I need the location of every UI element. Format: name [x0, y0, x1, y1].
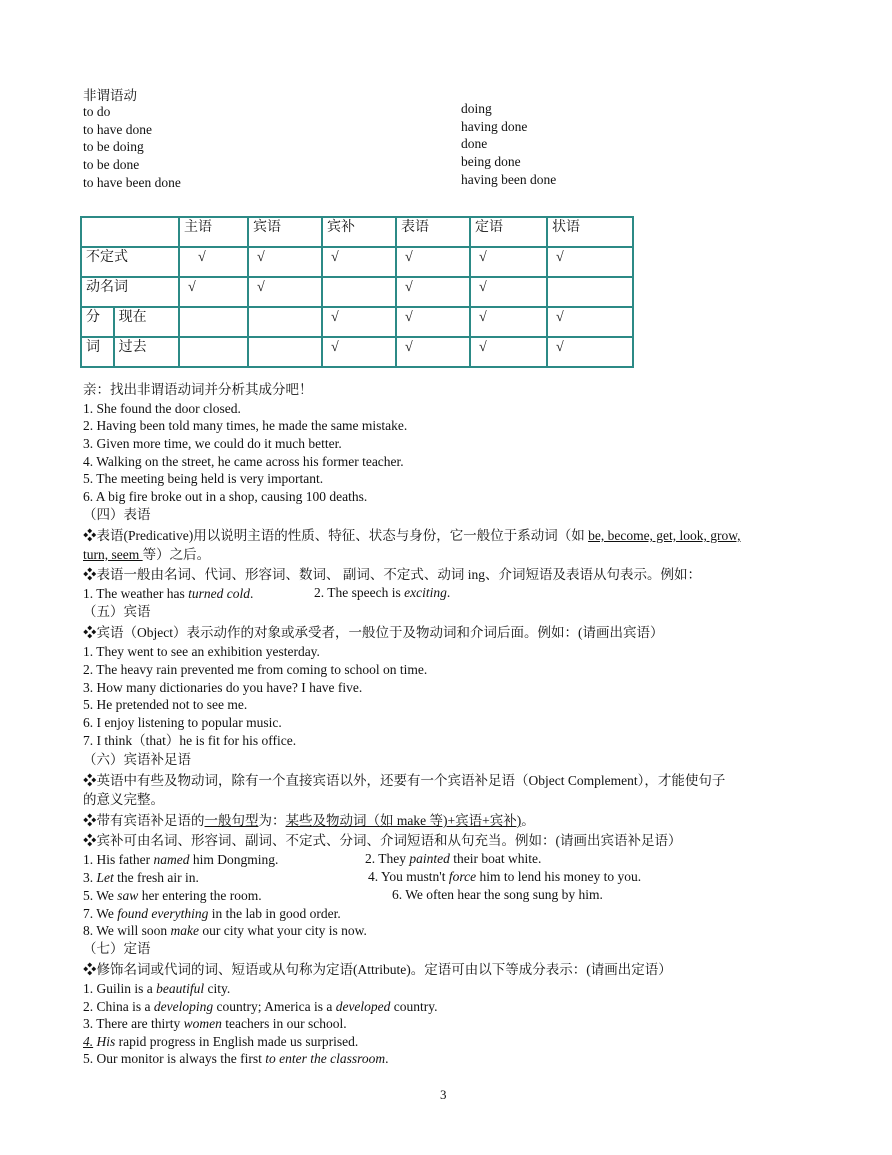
- paragraph: ❖英语中有些及物动词，除有一个直接宾语以外，还要有一个宾语补足语（Object Complement），才能使句子: [83, 773, 726, 788]
- text: our city what your city is now.: [199, 923, 367, 938]
- underlined-text: be, become, get, look, grow,: [588, 528, 741, 543]
- section-title: （五）宾语: [83, 604, 151, 619]
- right-form: having been done: [461, 172, 557, 187]
- text: 2. The speech is: [314, 585, 405, 600]
- example-sentence: [83, 980, 230, 997]
- example-sentence: [83, 851, 278, 868]
- table-cell: [179, 337, 248, 367]
- table-cell: [322, 277, 396, 307]
- paragraph: [83, 527, 741, 544]
- italic-text: to enter the classroom: [265, 1051, 386, 1066]
- right-form: done: [461, 136, 488, 151]
- right-form: doing: [461, 101, 492, 116]
- table-cell: √: [547, 247, 633, 277]
- group-label-top: 分: [81, 307, 114, 337]
- group-label-bottom: 词: [81, 337, 114, 367]
- paragraph: ❖表语一般由名词、代词、形容词、数词、 副词、不定式、动词 ing、介词短语及表语从句表示。例如：: [83, 567, 701, 582]
- text: 等）之后。: [142, 547, 211, 562]
- right-form: being done: [461, 154, 521, 169]
- italic-text: force: [448, 869, 477, 884]
- section-heading: 非谓语动: [83, 88, 137, 103]
- underlined-text: turn, seem: [83, 547, 143, 562]
- row-label: 现在: [114, 307, 179, 337]
- example-sentence: 5. He pretended not to see me.: [83, 697, 248, 712]
- underlined-text: 一般句型: [204, 813, 259, 828]
- example-sentence: 7. I think（that）he is fit for his office.: [83, 733, 297, 748]
- example-sentence: [83, 905, 341, 922]
- italic-text: found everything: [117, 906, 209, 921]
- example-sentence: 2. The heavy rain prevented me from coming to school on time.: [83, 662, 428, 677]
- text: 。: [521, 813, 535, 828]
- example-sentence: 1. They went to see an exhibition yesterday.: [83, 644, 320, 659]
- text: 8. We will soon: [83, 923, 171, 938]
- section-title: （六）宾语补足语: [83, 752, 191, 767]
- exercise-item: 5. The meeting being held is very important.: [83, 471, 324, 486]
- paragraph: ❖宾语（Object）表示动作的对象或承受者，一般位于及物动词和介词后面。例如：(请画出宾语）: [83, 625, 664, 640]
- example-sentence: [83, 922, 367, 939]
- table-header-cell: 宾语: [248, 217, 322, 247]
- table-cell: √: [322, 337, 396, 367]
- text: .: [446, 585, 451, 600]
- left-form: to have done: [83, 122, 152, 137]
- text: 2. They: [365, 851, 410, 866]
- table-cell: √: [470, 337, 547, 367]
- paragraph: ❖宾补可由名词、形容词、副词、不定式、分词、介词短语和从句充当。例如：(请画出宾语补足语）: [83, 833, 682, 848]
- table-cell: √: [396, 277, 470, 307]
- table-cell: √: [322, 307, 396, 337]
- section-title: （七）定语: [83, 941, 151, 956]
- example-sentence: [83, 1015, 347, 1032]
- row-label: 过去: [114, 337, 179, 367]
- italic-text: saw: [117, 888, 139, 903]
- italic-text: Let: [96, 870, 114, 885]
- paragraph: ❖修饰名词或代词的词、短语或从句称为定语(Attribute)。定语可由以下等成分表示：(请画出定语）: [83, 962, 672, 977]
- text: 3.: [83, 870, 97, 885]
- right-form: having done: [461, 119, 528, 134]
- table-header-cell: 定语: [470, 217, 547, 247]
- italic-text: developing: [153, 999, 214, 1014]
- table-cell: √: [470, 277, 547, 307]
- text: rapid progress in English made us surprised.: [115, 1034, 359, 1049]
- example-sentence: [83, 887, 262, 904]
- example-sentence: [83, 869, 199, 886]
- example-sentence: [83, 585, 253, 602]
- text: 1. His father: [83, 852, 154, 867]
- paragraph: [83, 546, 210, 563]
- text: the fresh air in.: [113, 870, 199, 885]
- italic-text: turned cold: [188, 586, 250, 601]
- table-header-cell: 表语: [396, 217, 470, 247]
- nonfinite-function-table: [80, 216, 634, 368]
- table-cell: √: [179, 277, 248, 307]
- table-row: [81, 337, 633, 367]
- text: him Dongming.: [189, 852, 279, 867]
- table-header-cell: 状语: [547, 217, 633, 247]
- text: 1. The weather has: [83, 586, 189, 601]
- text: 4. You mustn't: [368, 869, 449, 884]
- left-form: to do: [83, 104, 111, 119]
- text: 5. Our monitor is always the first: [83, 1051, 266, 1066]
- left-form: to be doing: [83, 139, 144, 154]
- example-sentence: [365, 851, 541, 867]
- italic-text: make: [170, 923, 200, 938]
- example-sentence: [83, 998, 438, 1015]
- table-cell: √: [248, 247, 322, 277]
- text: country; America is a: [213, 999, 336, 1014]
- text: 5. We: [83, 888, 118, 903]
- paragraph: 的意义完整。: [83, 792, 164, 807]
- text: country.: [390, 999, 438, 1014]
- table-cell: √: [248, 277, 322, 307]
- table-header-cell: 宾补: [322, 217, 396, 247]
- table-header-row: [81, 217, 633, 247]
- italic-text: exciting: [404, 585, 447, 600]
- exercise-intro: 亲：找出非谓语动词并分析其成分吧！: [83, 382, 313, 397]
- table-cell: √: [179, 247, 248, 277]
- example-sentence: [83, 1050, 388, 1067]
- text: teachers in our school.: [221, 1016, 347, 1031]
- italic-text: developed: [335, 999, 391, 1014]
- left-form: to have been done: [83, 175, 181, 190]
- exercise-item: 6. A big fire broke out in a shop, causing 100 deaths.: [83, 489, 368, 504]
- text: 3. There are thirty: [83, 1016, 184, 1031]
- table-cell: √: [547, 307, 633, 337]
- text: city.: [204, 981, 231, 996]
- table-row: [81, 247, 633, 277]
- italic-text: 4.: [83, 1034, 94, 1049]
- italic-text: painted: [409, 851, 450, 866]
- text: 7. We: [83, 906, 118, 921]
- left-form: to be done: [83, 157, 140, 172]
- italic-text: women: [183, 1016, 222, 1031]
- text: ❖表语(Predicative)用以说明主语的性质、特征、状态与身份，它一般位于系动词（如: [83, 528, 589, 543]
- table-cell: [248, 307, 322, 337]
- table-row: [81, 307, 633, 337]
- text: 为：: [258, 813, 286, 828]
- section-title: （四）表语: [83, 507, 151, 522]
- italic-text: His: [93, 1034, 116, 1049]
- table-cell: [248, 337, 322, 367]
- example-sentence: 6. I enjoy listening to popular music.: [83, 715, 282, 730]
- text: 1. Guilin is a: [83, 981, 157, 996]
- italic-text: named: [153, 852, 190, 867]
- table-cell: √: [396, 307, 470, 337]
- example-sentence: 3. How many dictionaries do you have? I have five.: [83, 680, 363, 695]
- exercise-item: 1. She found the door closed.: [83, 401, 241, 416]
- row-label: 动名词: [81, 277, 179, 307]
- text: ❖带有宾语补足语的: [83, 813, 205, 828]
- table-header-cell: 主语: [179, 217, 248, 247]
- italic-text: beautiful: [156, 981, 205, 996]
- table-cell: √: [396, 337, 470, 367]
- table-header-cell: [81, 217, 179, 247]
- page-number: 3: [440, 1087, 447, 1102]
- example-sentence: 6. We often hear the song sung by him.: [392, 887, 603, 902]
- table-cell: √: [547, 337, 633, 367]
- text: her entering the room.: [138, 888, 262, 903]
- table-row: [81, 277, 633, 307]
- table-cell: [547, 277, 633, 307]
- text: their boat white.: [449, 851, 542, 866]
- paragraph: [83, 812, 535, 829]
- text: him to lend his money to you.: [476, 869, 642, 884]
- text: .: [249, 586, 254, 601]
- example-sentence: [314, 585, 450, 601]
- text: .: [385, 1051, 389, 1066]
- underlined-text: 某些及物动词（如 make 等)+宾语+宾补): [285, 813, 522, 828]
- table-cell: √: [322, 247, 396, 277]
- table-cell: √: [470, 307, 547, 337]
- example-sentence: [83, 1033, 358, 1050]
- row-label: 不定式: [81, 247, 179, 277]
- exercise-item: 2. Having been told many times, he made the same mistake.: [83, 418, 408, 433]
- exercise-item: 4. Walking on the street, he came across his former teacher.: [83, 454, 404, 469]
- text: 2. China is a: [83, 999, 154, 1014]
- text: in the lab in good order.: [208, 906, 341, 921]
- table-cell: √: [396, 247, 470, 277]
- exercise-item: 3. Given more time, we could do it much better.: [83, 436, 342, 451]
- example-sentence: [368, 869, 641, 885]
- table-cell: √: [470, 247, 547, 277]
- table-cell: [179, 307, 248, 337]
